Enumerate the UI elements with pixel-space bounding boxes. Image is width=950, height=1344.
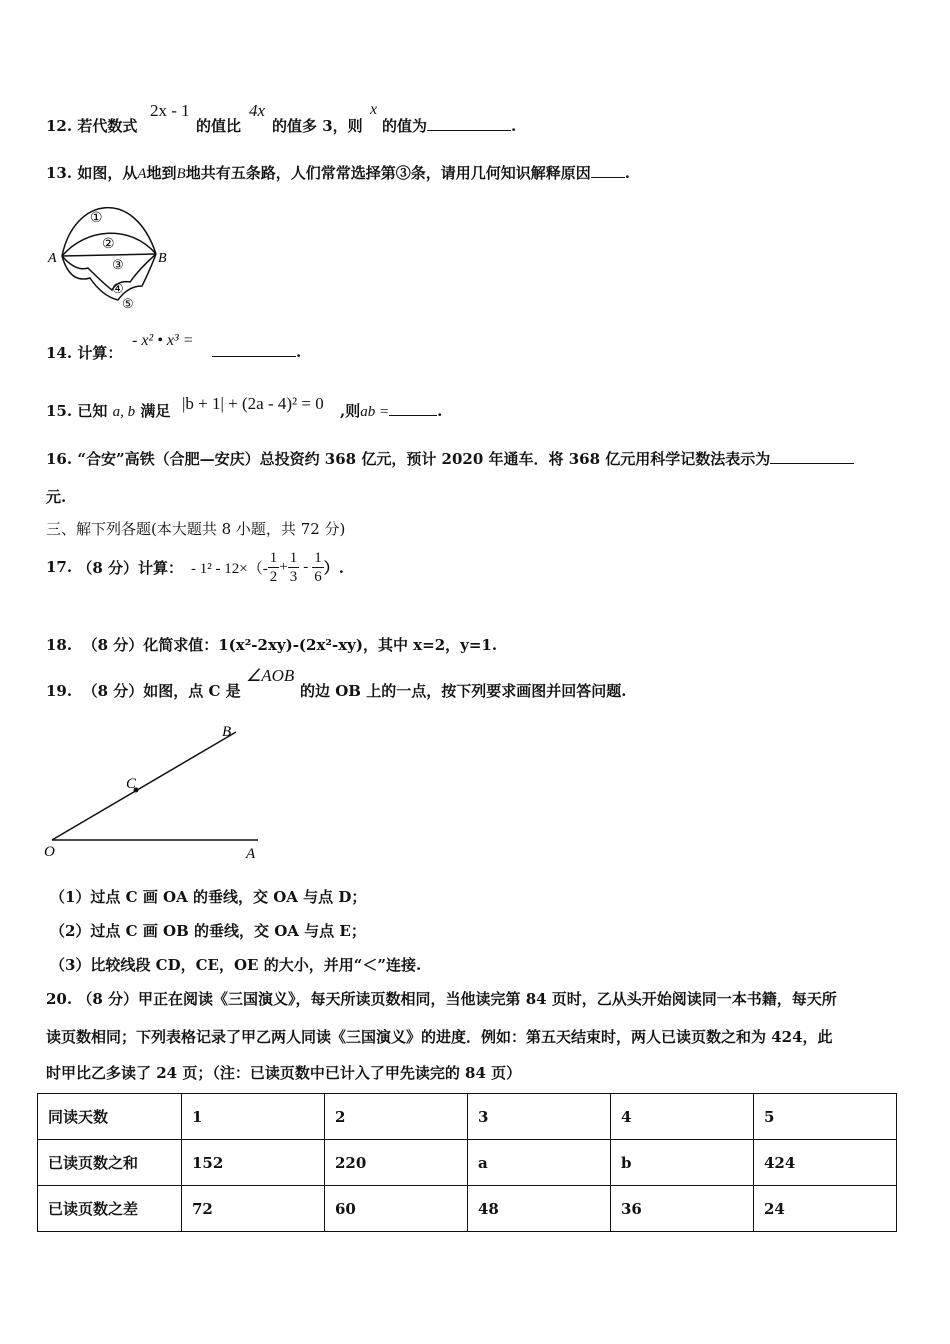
question-17: 17. （8 分） 计算： - 1² - 12×（- $\frac{1}{2}$ + $\frac{1}{3}$ - $\frac{1}{6}$ ）. xyxy=(46,549,344,585)
q19-sub2: （2）过点 C 画 OB 的垂线，交 OA 与点 E； xyxy=(50,922,366,940)
q20-line1: 20. （8 分）甲正在阅读《三国演义》，每天所读页数相同，当他读完第 84 页时，乙从头开始阅读同一本书籍，每天所 xyxy=(46,990,837,1008)
answer-blank[interactable] xyxy=(770,449,854,464)
q12-expr2: 4x xyxy=(249,101,266,120)
route-label-1: ① xyxy=(90,211,103,226)
label-o: O xyxy=(44,844,55,860)
fraction-2: $\frac{1}{3}$ xyxy=(289,549,298,585)
q15-expr: |b + 1| + (2a - 4)² = 0 xyxy=(182,394,324,413)
q13-routes-figure xyxy=(46,192,176,312)
question-14: 14. 计算： xyxy=(46,344,123,362)
table-row xyxy=(38,1186,897,1232)
table-cell: 4 xyxy=(611,1094,754,1140)
table-cell: 2 xyxy=(325,1094,468,1140)
reading-progress-table xyxy=(37,1093,897,1232)
q13-label-b: B xyxy=(158,251,167,266)
question-19: 19. （8 分）如图，点 C 是 xyxy=(46,682,241,700)
table-cell: 60 xyxy=(325,1186,468,1232)
route-label-2: ② xyxy=(102,237,115,252)
table-cell: 48 xyxy=(468,1186,611,1232)
label-c: C xyxy=(126,776,137,792)
q19-angle-figure xyxy=(40,718,270,863)
q19-angle: ∠AOB xyxy=(246,666,295,685)
q12-post: 的值为 . xyxy=(382,117,517,135)
question-18: 18. （8 分）化简求值：1(x²-2xy)-(2x²-xy)，其中 x=2，y=1. xyxy=(46,636,498,654)
q14-expr: - x² • x³ = xyxy=(132,332,194,349)
table-cell: 1 xyxy=(182,1094,325,1140)
q12-mid: 的值比 xyxy=(196,117,242,135)
table-cell: a xyxy=(468,1140,611,1186)
table-cell: 5 xyxy=(754,1094,897,1140)
table-cell: 24 xyxy=(754,1186,897,1232)
route-label-5: ⑤ xyxy=(122,296,134,311)
answer-blank[interactable] xyxy=(389,401,437,416)
table-cell: 3 xyxy=(468,1094,611,1140)
fraction-1: $\frac{1}{2}$ xyxy=(269,549,278,585)
question-16: 16. “合安”高铁（合肥—安庆）总投资约 368 亿元，预计 2020 年通车．将 368 亿元用科学记数法表示为 xyxy=(46,448,854,469)
question-13: 13. 如图，从A地到B地共有五条路，人们常常选择第③条，请用几何知识解释原因 . xyxy=(46,164,630,182)
q13-label-a: A xyxy=(48,251,57,266)
table-cell: 152 xyxy=(182,1140,325,1186)
q20-line2: 读页数相同；下列表格记录了甲乙两人同读《三国演义》的进度．例如：第五天结束时，两人已读页数之和为 424，此 xyxy=(46,1028,833,1046)
route-label-3: ③ xyxy=(112,257,124,272)
q12-expr1: 2x - 1 xyxy=(150,101,190,120)
section-3-title: 三、解下列各题(本大题共 8 小题，共 72 分) xyxy=(46,520,346,538)
q12-var: x xyxy=(370,101,378,118)
q12-mid2: 的值多 3，则 xyxy=(272,117,363,135)
table-row xyxy=(38,1140,897,1186)
answer-blank[interactable] xyxy=(427,116,511,131)
table-cell: 已读页数之和 xyxy=(38,1140,182,1186)
q14-answer: . xyxy=(212,342,301,361)
question-12: 12. 若代数式 xyxy=(46,117,138,135)
label-a: A xyxy=(246,846,256,862)
q19-sub1: （1）过点 C 画 OA 的垂线，交 OA 与点 D； xyxy=(50,888,367,906)
table-cell: 36 xyxy=(611,1186,754,1232)
table-cell: 72 xyxy=(182,1186,325,1232)
answer-blank[interactable] xyxy=(212,342,296,357)
q19-text2: 的边 OB 上的一点，按下列要求画图并回答问题. xyxy=(300,682,627,700)
table-cell: 同读天数 xyxy=(38,1094,182,1140)
route-label-4: ④ xyxy=(112,281,124,296)
table-cell: 220 xyxy=(325,1140,468,1186)
table-cell: 424 xyxy=(754,1140,897,1186)
table-cell: 已读页数之差 xyxy=(38,1186,182,1232)
q15-answer: ,则ab = . xyxy=(340,402,443,420)
question-15: 15. 已知 a, b 满足 xyxy=(46,402,171,420)
q19-sub3: （3）比较线段 CD，CE，OE 的大小，并用“＜”连接. xyxy=(50,956,422,974)
table-cell: b xyxy=(611,1140,754,1186)
label-b: B xyxy=(222,724,232,740)
table-row xyxy=(38,1094,897,1140)
fraction-3: $\frac{1}{6}$ xyxy=(314,549,322,585)
answer-blank[interactable] xyxy=(591,163,625,178)
q20-line3: 时甲比乙多读了 24 页；（注：已读页数中已计入了甲先读完的 84 页） xyxy=(46,1064,522,1082)
q16-line2: 元. xyxy=(46,488,67,506)
